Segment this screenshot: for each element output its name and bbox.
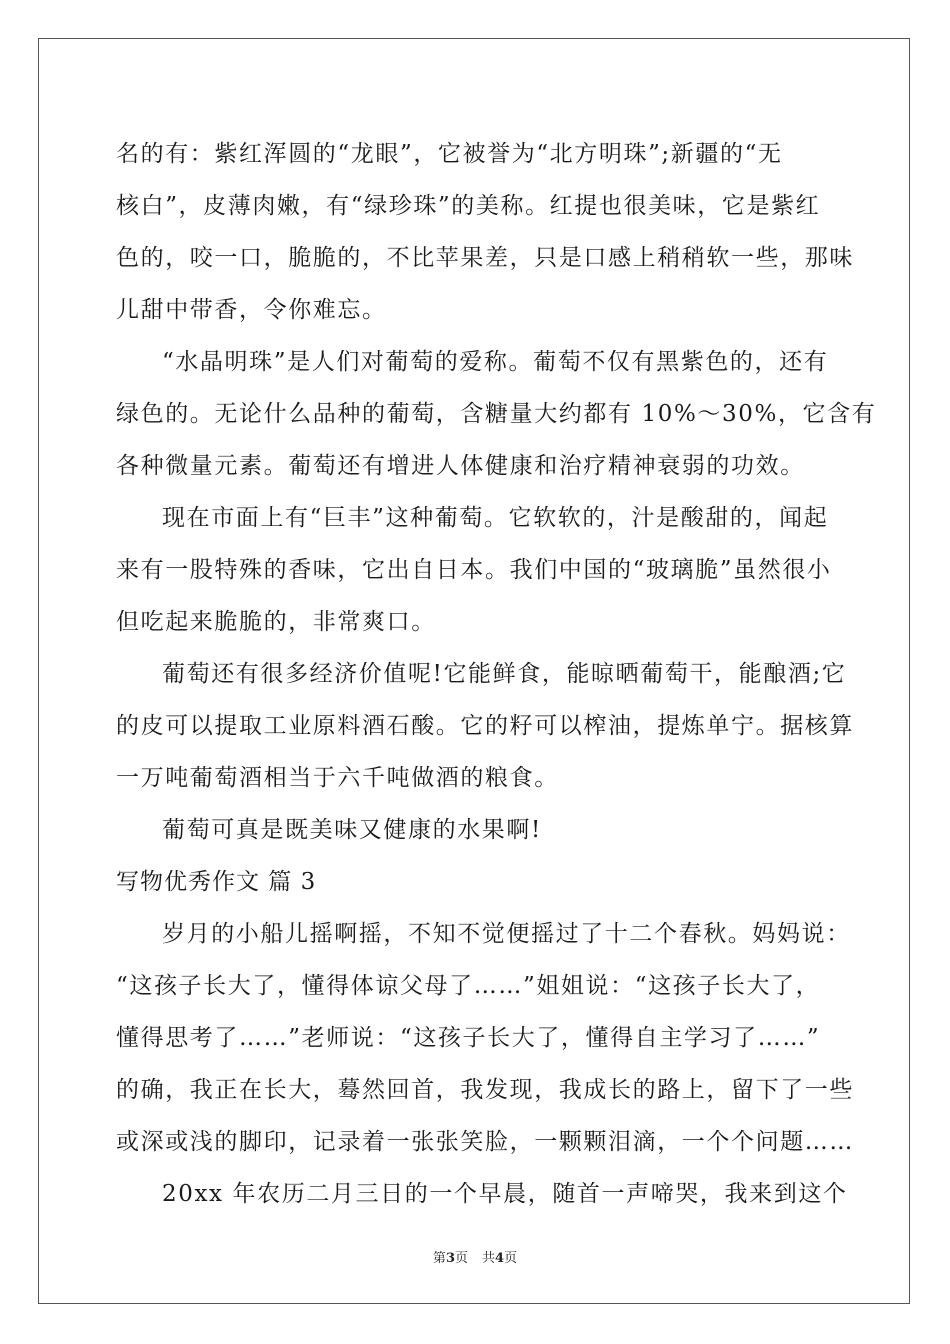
text-line: 葡萄还有很多经济价值呢!它能鲜食，能晾晒葡萄干，能酿酒;它 (162, 661, 847, 687)
total-page-number: 4 (495, 1251, 505, 1266)
document-body (116, 128, 877, 1220)
text-line: 葡萄可真是既美味又健康的水果啊! (162, 817, 542, 843)
text-line: 儿甜中带香，令你难忘。 (116, 297, 387, 323)
text-line: “这孩子长大了，懂得体谅父母了……”姐姐说：“这孩子长大了， (116, 973, 821, 999)
current-page-number: 3 (445, 1251, 455, 1266)
text-line: 一万吨葡萄酒相当于六千吨做酒的粮食。 (116, 765, 559, 791)
text-line: 各种微量元素。葡萄还有增进人体健康和治疗精神衰弱的功效。 (116, 453, 805, 479)
text-line: 来有一股特殊的香味，它出自日本。我们中国的“玻璃脆”虽然很小 (116, 557, 832, 583)
text-line: 名的有：紫红浑圆的“龙眼”，它被誉为“北方明珠”;新疆的“无 (116, 141, 783, 167)
text-line: “水晶明珠”是人们对葡萄的爱称。葡萄不仅有黑紫色的，还有 (162, 349, 829, 375)
text-line: 核白”，皮薄肉嫩，有“绿珍珠”的美称。红提也很美味，它是紫红 (116, 193, 821, 219)
page-prefix: 第 (432, 1251, 446, 1266)
total-prefix: 共 (482, 1251, 496, 1266)
text-line: 20xx 年农历二月三日的一个早晨，随首一声啼哭，我来到这个 (162, 1181, 848, 1207)
text-line: 懂得思考了……”老师说：“这孩子长大了，懂得自主学习了……” (116, 1025, 821, 1051)
total-suffix: 页 (504, 1251, 518, 1266)
text-line: 现在市面上有“巨丰”这种葡萄。它软软的，汁是酸甜的，闻起 (162, 505, 829, 531)
page-suffix: 页 (454, 1251, 468, 1266)
text-line: 色的，咬一口，脆脆的，不比苹果差，只是口感上稍稍软一些，那味 (116, 245, 854, 271)
text-line: 的确，我正在长大，蓦然回首，我发现，我成长的路上，留下了一些 (116, 1077, 854, 1103)
text-line: 绿色的。无论什么品种的葡萄，含糖量大约都有 10%～30%，它含有 (116, 401, 877, 427)
page-footer (0, 1247, 950, 1266)
section-heading: 写物优秀作文 篇 3 (116, 869, 317, 895)
text-line: 的皮可以提取工业原料酒石酸。它的籽可以榨油，提炼单宁。据核算 (116, 713, 854, 739)
text-line: 岁月的小船儿摇啊摇，不知不觉便摇过了十二个春秋。妈妈说： (162, 921, 851, 947)
text-line: 或深或浅的脚印，记录着一张张笑脸，一颗颗泪滴，一个个问题…… (116, 1129, 854, 1155)
text-line: 但吃起来脆脆的，非常爽口。 (116, 609, 436, 635)
